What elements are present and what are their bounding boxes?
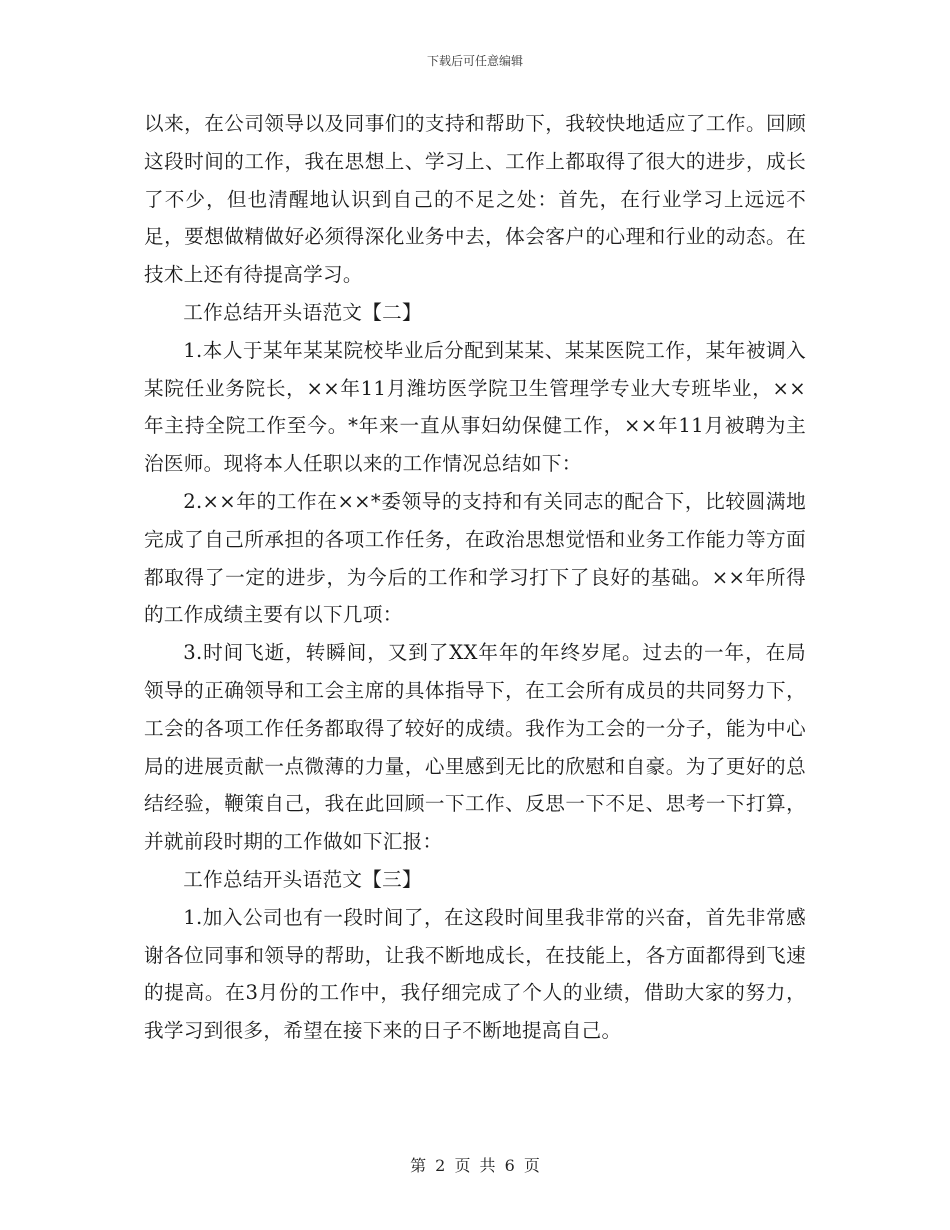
paragraph-3-1: 1.加入公司也有一段时间了，在这段时间里我非常的兴奋，首先非常感谢各位同事和领导的帮助，让我不断地成长，在技能上，各方面都得到飞速的提高。在3月份的工作中，我仔细完成了个人的业绩，借助大家的努力，我学习到很多，希望在接下来的日子不断地提高自己。 — [144, 905, 806, 1043]
page-footer: 第 2 页 共 6 页 — [410, 1156, 540, 1175]
paragraph-2-2: 2.××年的工作在××*委领导的支持和有关同志的配合下，比较圆满地完成了自己所承担的各项工作任务，在政治思想觉悟和业务工作能力等方面都取得了一定的进步，为今后的工作和学习打下了良好的基础。××年所得的工作成绩主要有以下几项： — [144, 489, 806, 627]
paragraph-2-1: 1.本人于某年某某院校毕业后分配到某某、某某医院工作，某年被调入某院任业务院长，××年11月潍坊医学院卫生管理学专业大专班毕业，××年主持全院工作至今。*年来一直从事妇幼保健工作，××年11月被聘为主治医师。现将本人任职以来的工作情况总结如下： — [144, 338, 806, 476]
section-heading-2: 工作总结开头语范文【二】 — [183, 300, 422, 324]
section-heading-3: 工作总结开头语范文【三】 — [183, 867, 422, 891]
paragraph-2-3: 3.时间飞逝，转瞬间，又到了XX年年的年终岁尾。过去的一年，在局领导的正确领导和工会主席的具体指导下，在工会所有成员的共同努力下，工会的各项工作任务都取得了较好的成绩。我作为工会的一分子，能为中心局的进展贡献一点微薄的力量，心里感到无比的欣慰和自豪。为了更好的总结经验，鞭策自己，我在此回顾一下工作、反思一下不足、思考一下打算，并就前段时期的工作做如下汇报： — [144, 641, 806, 854]
page-header: 下载后可任意编辑 — [426, 54, 523, 68]
paragraph-1: 以来，在公司领导以及同事们的支持和帮助下，我较快地适应了工作。回顾这段时间的工作，我在思想上、学习上、工作上都取得了很大的进步，成长了不少，但也清醒地认识到自己的不足之处：首先，在行业学习上远远不足，要想做精做好必须得深化业务中去，体会客户的心理和行业的动态。在技术上还有待提高学习。 — [144, 112, 806, 287]
document-body — [144, 105, 806, 1050]
